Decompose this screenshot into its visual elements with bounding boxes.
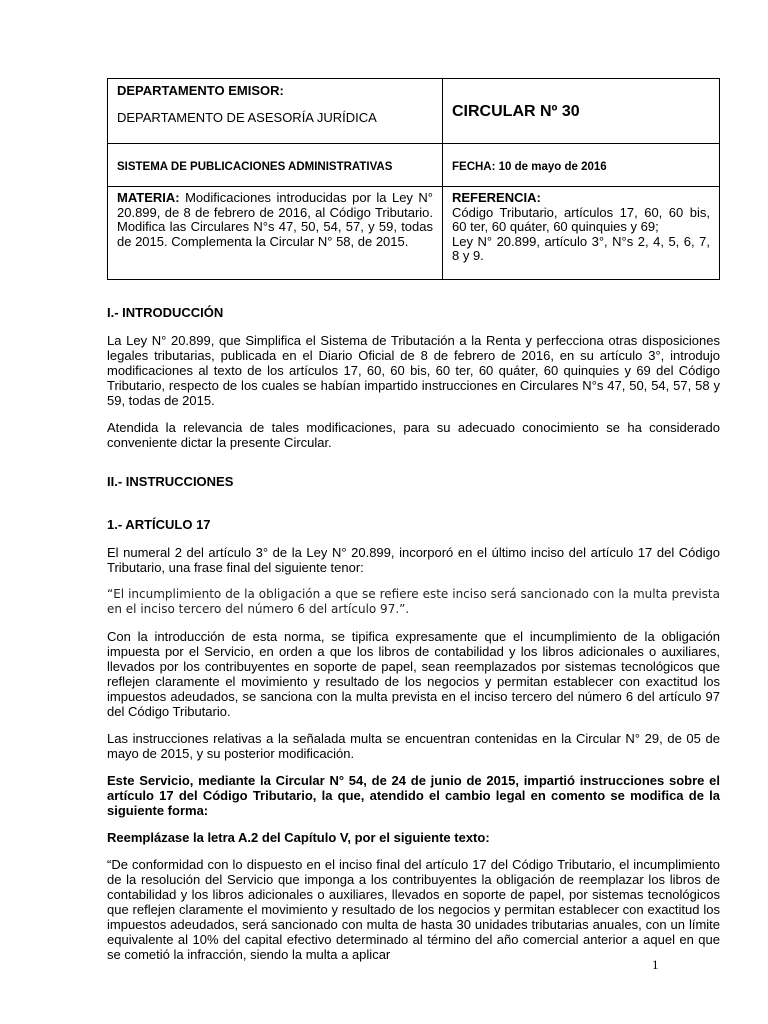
materia-text: Modificaciones introducidas por la Ley N° 20.899, de 8 de febrero de 2016, al Código Tributario. Modifica las Circulares N°s 47, 50, 54, 57, y 59, todas de 2015. Complementa la Circular N° 58, de 2015. <box>117 190 433 249</box>
paragraph-circular-54: Este Servicio, mediante la Circular N° 54, de 24 de junio de 2015, impartió instrucciones sobre el artículo 17 del Código Tributario, la que, atendido el cambio legal en comento se modifica de la siguiente forma: <box>107 773 720 818</box>
referencia-cell <box>443 187 720 280</box>
referencia-line-2: Ley N° 20.899, artículo 3°, N°s 2, 4, 5, 6, 7, 8 y 9. <box>452 233 710 263</box>
materia-label: MATERIA: <box>117 190 180 205</box>
emisor-label: DEPARTAMENTO EMISOR: <box>117 83 284 98</box>
paragraph-reemplazase: Reemplázase la letra A.2 del Capítulo V, por el siguiente texto: <box>107 830 490 845</box>
sistema-cell <box>108 144 443 187</box>
heading-articulo-17: 1.- ARTÍCULO 17 <box>107 517 211 532</box>
paragraph-art17-3: Las instrucciones relativas a la señalada multa se encuentran contenidas en la Circular N° 29, de 05 de mayo de 2015, y su posterior modificación. <box>107 731 720 761</box>
header-table <box>107 78 720 280</box>
paragraph-art17-2: Con la introducción de esta norma, se tipifica expresamente que el incumplimiento de la obligación impuesta por el Servicio, en orden a que los libros de contabilidad y los libros adicionales o auxiliares, llevados por los contribuyentes en soporte de papel, sean reemplazados por sistemas tecnológicos que reflejen claramente el movimiento y resultado de los negocios y permitan establecer con exactitud los impuestos adeudados, se sanciona con la multa prevista en el inciso tercero del número 6 del artículo 97 del Código Tributario. <box>107 629 720 719</box>
paragraph-intro-2: Atendida la relevancia de tales modificaciones, para su adecuado conocimiento se ha considerado conveniente dictar la presente Circular. <box>107 420 720 450</box>
quote-art17: “El incumplimiento de la obligación a que se refiere este inciso será sancionado con la multa prevista en el inciso tercero del número 6 del artículo 97.”. <box>107 587 720 616</box>
sistema-text: SISTEMA DE PUBLICACIONES ADMINISTRATIVAS <box>117 160 393 173</box>
emisor-value: DEPARTAMENTO DE ASESORÍA JURÍDICA <box>117 110 377 125</box>
paragraph-art17-1: El numeral 2 del artículo 3° de la Ley N° 20.899, incorporó en el último inciso del artículo 17 del Código Tributario, una frase final del siguiente tenor: <box>107 545 720 575</box>
fecha-text: FECHA: 10 de mayo de 2016 <box>452 160 607 173</box>
quote-new-text: “De conformidad con lo dispuesto en el inciso final del artículo 17 del Código Tributario, el incumplimiento de la resolución del Servicio que imponga a los contribuyentes la obligación de reemplazar los libros de contabilidad y los libros adicionales o auxiliares, llevados en soporte de papel, por sistemas tecnológicos que reflejen claramente el movimiento y resultado de los negocios y permitan establecer con exactitud los impuestos adeudados, será sancionado con multa de hasta 30 unidades tributarias anuales, con un límite equivalente al 10% del capital efectivo determinado al término del año comercial anterior a aquel en que se cometió la infracción, siendo la multa a aplicar <box>107 857 720 962</box>
referencia-line-1: Código Tributario, artículos 17, 60, 60 bis, 60 ter, 60 quáter, 60 quinquies y 69; <box>452 204 710 234</box>
referencia-label: REFERENCIA: <box>452 190 541 205</box>
materia-cell <box>108 187 443 280</box>
document-body <box>107 305 720 974</box>
page-number: 1 <box>652 957 659 972</box>
emisor-cell <box>108 79 443 144</box>
circular-cell <box>443 79 720 144</box>
circular-number: CIRCULAR Nº 30 <box>452 103 580 120</box>
heading-introduccion: I.- INTRODUCCIÓN <box>107 305 224 320</box>
paragraph-intro-1: La Ley N° 20.899, que Simplifica el Sistema de Tributación a la Renta y perfecciona otras disposiciones legales tributarias, publicada en el Diario Oficial de 8 de febrero de 2016, en su artículo 3°, introdujo modificaciones al texto de los artículos 17, 60, 60 bis, 60 ter, 60 quáter, 60 quinquies y 69 del Código Tributario, respecto de los cuales se habían impartido instrucciones en Circulares N°s 47, 50, 54, 57, 58 y 59, todas de 2015. <box>107 333 720 408</box>
heading-instrucciones: II.- INSTRUCCIONES <box>107 474 234 489</box>
fecha-cell <box>443 144 720 187</box>
